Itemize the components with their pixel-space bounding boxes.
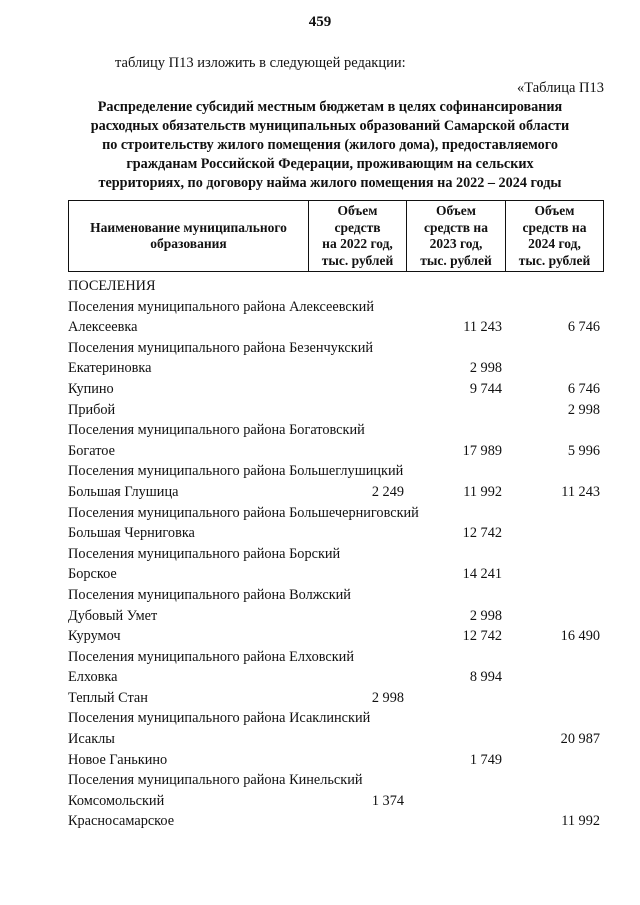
table-title bbox=[60, 98, 600, 193]
row-name: Екатериновка bbox=[68, 360, 152, 377]
value-2023: 12 742 bbox=[462, 628, 502, 645]
row-name: Исаклы bbox=[68, 731, 115, 748]
row-name: Поселения муниципального района Волжский bbox=[68, 586, 351, 603]
row-name: Елховка bbox=[68, 669, 118, 686]
table-header bbox=[68, 200, 604, 272]
value-2023: 2 998 bbox=[469, 607, 502, 624]
table-row bbox=[68, 503, 604, 524]
title-line: Распределение субсидий местным бюджетам в целях софинансирования bbox=[97, 99, 563, 115]
header-2023 bbox=[407, 201, 506, 271]
page-number: 459 bbox=[308, 14, 332, 30]
title-line: по строительству жилого помещения (жилого дома), предоставляемого bbox=[102, 137, 558, 153]
value-2024: 16 490 bbox=[560, 628, 600, 645]
row-name: Поселения муниципального района Елховский bbox=[68, 648, 354, 665]
table-row bbox=[68, 338, 604, 359]
table-row bbox=[68, 647, 604, 668]
value-2023: 14 241 bbox=[462, 566, 502, 583]
table-body bbox=[68, 276, 604, 832]
header-line: 2023 год, bbox=[429, 236, 483, 251]
value-2023: 12 742 bbox=[462, 525, 502, 542]
value-2023: 2 998 bbox=[469, 360, 502, 377]
intro-text: таблицу П13 изложить в следующей редакции: bbox=[115, 55, 406, 71]
table-row bbox=[68, 626, 604, 647]
row-name: Купино bbox=[68, 380, 114, 397]
row-name: ПОСЕЛЕНИЯ bbox=[68, 278, 156, 294]
header-line: средств bbox=[334, 219, 381, 235]
table-row bbox=[68, 441, 604, 462]
value-2024: 2 998 bbox=[567, 401, 600, 418]
header-line: Объем bbox=[534, 203, 575, 218]
value-2023: 11 992 bbox=[463, 483, 502, 500]
row-name: Борское bbox=[68, 566, 117, 583]
header-line: Объем bbox=[337, 203, 378, 218]
value-2023: 9 744 bbox=[469, 380, 502, 397]
row-name: Курумоч bbox=[68, 628, 121, 645]
header-2024 bbox=[506, 201, 603, 271]
table-row bbox=[68, 606, 604, 627]
row-name: Новое Ганькино bbox=[68, 751, 168, 768]
value-2023: 17 989 bbox=[462, 442, 502, 459]
value-2023: 8 994 bbox=[469, 669, 502, 686]
value-2024: 5 996 bbox=[567, 442, 600, 459]
row-name: Поселения муниципального района Кинельский bbox=[68, 772, 363, 789]
table-reference: «Таблица П13 bbox=[517, 80, 604, 96]
value-2022: 2 249 bbox=[371, 483, 404, 500]
table-row bbox=[68, 729, 604, 750]
header-line: Объем bbox=[436, 203, 476, 218]
header-line: средств на bbox=[424, 219, 488, 235]
table-row bbox=[68, 400, 604, 421]
value-2024: 11 992 bbox=[561, 813, 600, 830]
header-line: образования bbox=[150, 236, 227, 251]
header-2022 bbox=[309, 201, 407, 271]
header-municipality bbox=[69, 201, 309, 271]
row-name: Богатое bbox=[68, 442, 115, 459]
row-name: Поселения муниципального района Большеглушицкий bbox=[68, 463, 404, 480]
row-name: Комсомольский bbox=[68, 792, 165, 809]
table-row bbox=[68, 564, 604, 585]
table-row bbox=[68, 276, 604, 297]
table-row bbox=[68, 811, 604, 832]
value-2024: 20 987 bbox=[560, 731, 600, 748]
title-line: территориях, по договору найма жилого помещения на 2022 – 2024 годы bbox=[98, 175, 562, 191]
table-row bbox=[68, 667, 604, 688]
value-2024: 6 746 bbox=[567, 319, 600, 336]
table-row bbox=[68, 317, 604, 338]
table-row bbox=[68, 420, 604, 441]
value-2022: 2 998 bbox=[371, 689, 404, 706]
row-name: Большая Черниговка bbox=[68, 525, 195, 542]
table-row bbox=[68, 379, 604, 400]
table-row bbox=[68, 297, 604, 318]
table-row bbox=[68, 358, 604, 379]
header-line: Наименование муниципального bbox=[90, 219, 287, 235]
table-row bbox=[68, 544, 604, 565]
row-name: Поселения муниципального района Большечерниговский bbox=[68, 504, 419, 521]
table-row bbox=[68, 770, 604, 791]
value-2022: 1 374 bbox=[371, 792, 404, 809]
row-name: Поселения муниципального района Безенчукский bbox=[68, 339, 373, 356]
row-name: Алексеевка bbox=[68, 319, 138, 336]
row-name: Красносамарское bbox=[68, 813, 175, 830]
header-line: средств на bbox=[522, 219, 587, 235]
row-name: Поселения муниципального района Борский bbox=[68, 545, 341, 562]
table-row bbox=[68, 461, 604, 482]
value-2024: 6 746 bbox=[567, 380, 600, 397]
table-row bbox=[68, 750, 604, 771]
row-name: Теплый Стан bbox=[68, 689, 148, 706]
table-row bbox=[68, 523, 604, 544]
header-line: 2024 год, bbox=[528, 236, 581, 251]
table-row bbox=[68, 585, 604, 606]
header-line: тыс. рублей bbox=[518, 252, 591, 268]
value-2024: 11 243 bbox=[561, 483, 600, 500]
row-name: Поселения муниципального района Исаклинский bbox=[68, 710, 371, 727]
table-row bbox=[68, 482, 604, 503]
title-line: расходных обязательств муниципальных образований Самарской области bbox=[90, 118, 570, 134]
row-name: Большая Глушица bbox=[68, 483, 179, 500]
table-row bbox=[68, 791, 604, 812]
header-line: тыс. рублей bbox=[321, 252, 394, 268]
header-line: на 2022 год, bbox=[322, 236, 393, 251]
value-2023: 1 749 bbox=[469, 751, 502, 768]
table-row bbox=[68, 708, 604, 729]
table-row bbox=[68, 688, 604, 709]
row-name: Дубовый Умет bbox=[68, 607, 158, 624]
value-2023: 11 243 bbox=[463, 319, 502, 336]
row-name: Поселения муниципального района Алексеевский bbox=[68, 298, 374, 315]
row-name: Прибой bbox=[68, 401, 116, 418]
row-name: Поселения муниципального района Богатовский bbox=[68, 422, 365, 439]
header-line: тыс. рублей bbox=[420, 252, 492, 268]
title-line: гражданам Российской Федерации, проживающим на сельских bbox=[126, 156, 534, 172]
